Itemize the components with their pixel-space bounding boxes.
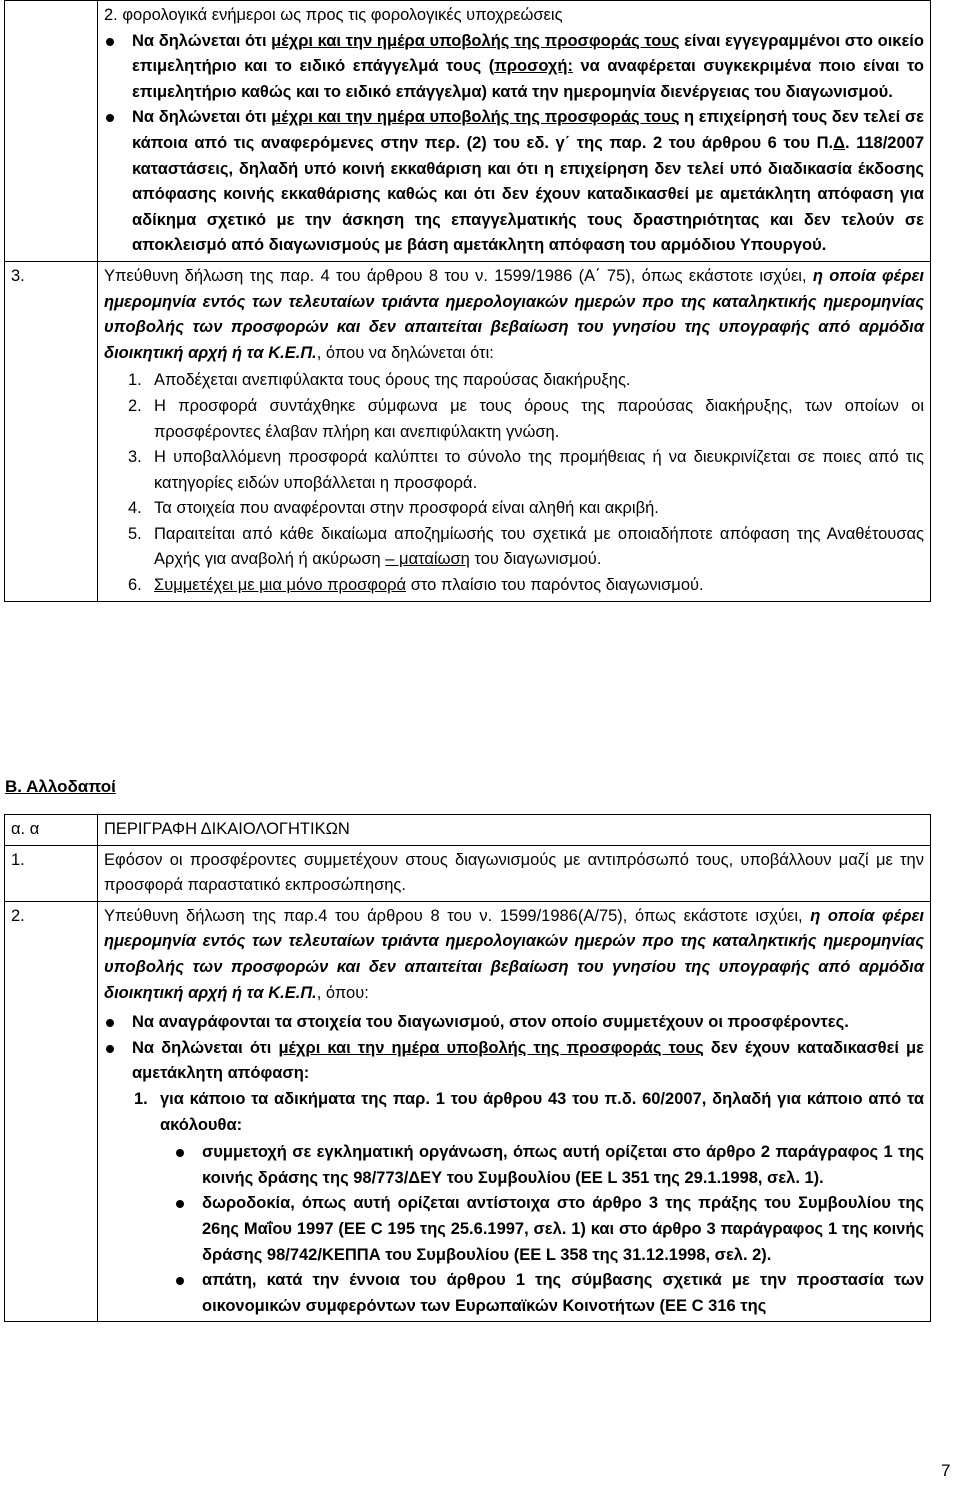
bullet-icon — [106, 1019, 114, 1027]
row-content-cell — [98, 261, 931, 601]
bullet-icon — [106, 38, 114, 46]
row-number-cell: 1. — [5, 845, 98, 901]
list-item: συμμετοχή σε εγκληματική οργάνωση, όπως αυτή ορίζεται στο άρθρο 2 παράγραφος 1 της κοινής δράσης της 98/773/ΔΕΥ του Συμβουλίου (ΕΕ L 351 της 29.1.1998, σελ. 1). — [174, 1140, 924, 1191]
bullet-icon — [106, 1045, 114, 1053]
requirements-table-greek — [4, 0, 931, 602]
list-item: 1. για κάποιο τα αδικήματα της παρ. 1 του άρθρου 43 του π.δ. 60/2007, δηλαδή για κάποιο από τα ακόλουθα: συμμετοχή σε εγκληματική οργάνωση, όπως αυτή ορίζεται στο άρθρο 2 παράγραφος 1 της κοινής δράσης της 98/773/ΔΕΥ του Συμβουλίου (ΕΕ L 351 της 29.1.1998, σελ. 1). δωροδοκία, όπως αυτή ορίζεται αντίστοιχα στο άρθρο 3 της πράξης του Συμβουλίου της 26ης Μαΐου 1997 (ΕΕ C 195 της 25.6.1997, σελ. 1) και στο άρθρο 3 παράγραφος 1 της κοινής δράσης 98/742/ΚΕΠΠΑ του Συμβουλίου (ΕΕ L 358 της 31.12.1998, σελ. 2). απάτη, κατά την έννοια του άρθρου 1 της σύμβασης σχετικά με την προστασία των οικονομικών συμφερόντων των Ευρωπαϊκών Κοινοτήτων (ΕΕ C 316 της — [134, 1087, 924, 1319]
row-content-cell — [98, 1, 931, 262]
list-item: Να δηλώνεται ότι μέχρι και την ημέρα υποβολής της προσφοράς τους είναι εγγεγραμμένοι στο οικείο επιμελητήριο και το ειδικό επάγγελμά τους (προσοχή: να αναφέρεται συγκεκριμένα ποιο είναι το επιμελητήριο καθώς και το ειδικό επάγγελμα) κατά την ημερομηνία διενέργειας του διαγωνισμού. — [104, 29, 924, 106]
list-item: 1. Αποδέχεται ανεπιφύλακτα τους όρους της παρούσας διακήρυξης. — [128, 371, 631, 390]
column-header-description: ΠΕΡΙΓΡΑΦΗ ΔΙΚΑΙΟΛΟΓΗΤΙΚΩΝ — [98, 815, 931, 846]
numbered-list — [128, 368, 924, 598]
requirements-table-foreign — [4, 814, 931, 1322]
table-header-row — [5, 815, 931, 846]
page-number: 7 — [941, 1461, 951, 1480]
declaration-paragraph: Υπεύθυνη δήλωση της παρ.4 του άρθρου 8 του ν. 1599/1986(Α/75), όπως εκάστοτε ισχύει, η οποία φέρει ημερομηνία εντός των τελευταίων τριάντα ημερολογιακών ημερών προ της καταληκτικής ημερομηνίας υποβολής των προσφορών και δεν απαιτείται βεβαίωση του γνησίου της υπογραφής από αρμόδια διοικητική αρχή ή τα Κ.Ε.Π., όπου: — [104, 906, 924, 1002]
column-header-number: α. α — [5, 815, 98, 846]
row-number-cell: 3. — [5, 261, 98, 601]
list-item: 2. φορολογικά ενήμεροι ως προς τις φορολογικές υποχρεώσεις — [104, 6, 563, 24]
list-item: απάτη, κατά την έννοια του άρθρου 1 της σύμβασης σχετικά με την προστασία των οικονομικών συμφερόντων των Ευρωπαϊκών Κοινοτήτων (ΕΕ C 316 της — [174, 1268, 924, 1319]
list-item: Να αναγράφονται τα στοιχεία του διαγωνισμού, στον οποίο συμμετέχουν οι προσφέροντες. — [104, 1010, 924, 1036]
numbered-list — [134, 1087, 924, 1319]
list-item: 6. Συμμετέχει με μια μόνο προσφορά στο πλαίσιο του παρόντος διαγωνισμού. — [128, 576, 704, 595]
table-row — [5, 261, 931, 601]
list-item: 5. Παραιτείται από κάθε δικαίωμα αποζημίωσής του σχετικά με οποιαδήποτε απόφαση της Αναθέτουσας Αρχής για αναβολή ή ακύρωση – ματαίωση του διαγωνισμού. — [128, 524, 924, 569]
bullet-icon — [176, 1277, 184, 1285]
bullet-icon — [176, 1149, 184, 1157]
table-row — [5, 1, 931, 262]
row-number-cell: 2. — [5, 901, 98, 1322]
declaration-paragraph: Υπεύθυνη δήλωση της παρ. 4 του άρθρου 8 του ν. 1599/1986 (Α΄ 75), όπως εκάστοτε ισχύει, η οποία φέρει ημερομηνία εντός των τελευταίων τριάντα ημερολογιακών ημερών προ της καταληκτικής ημερομηνίας υποβολής των προσφορών και δεν απαιτείται βεβαίωση του γνησίου της υπογραφής από αρμόδια διοικητική αρχή ή τα Κ.Ε.Π., όπου να δηλώνεται ότι: — [104, 266, 924, 362]
row-number-cell — [5, 1, 98, 262]
sub-bullet-list — [174, 1140, 924, 1319]
bullet-icon — [106, 114, 114, 122]
row-content-cell — [98, 901, 931, 1322]
row-content-cell: Εφόσον οι προσφέροντες συμμετέχουν στους διαγωνισμούς με αντιπρόσωπό τους, υποβάλλουν μαζί με την προσφορά παραστατικό εκπροσώπησης. — [98, 845, 931, 901]
table-row — [5, 845, 931, 901]
list-item: 4. Τα στοιχεία που αναφέρονται στην προσφορά είναι αληθή και ακριβή. — [128, 499, 659, 518]
table-row — [5, 901, 931, 1322]
bullet-list — [104, 1010, 924, 1319]
list-item: Να δηλώνεται ότι μέχρι και την ημέρα υποβολής της προσφοράς τους η επιχείρησή τους δεν τελεί σε κάποια από τις αναφερόμενες στην περ. (2) του εδ. γ΄ της παρ. 2 του άρθρου 6 του Π.Δ. 118/2007 καταστάσεις, δηλαδή υπό κοινή εκκαθάριση και ότι η επιχείρηση δεν τελεί υπό διαδικασία έκδοσης απόφασης κοινής εκκαθάρισης καθώς και ότι δεν έχουν καταδικασθεί με αμετάκλητη απόφαση για αδίκημα σχετικό με την άσκηση της επαγγελματικής τους δραστηριότητας και δεν τελούν σε αποκλεισμό από διαγωνισμούς με βάση αμετάκλητη απόφαση του αρμόδιου Υπουργού. — [104, 105, 924, 259]
list-item: δωροδοκία, όπως αυτή ορίζεται αντίστοιχα στο άρθρο 3 της πράξης του Συμβουλίου της 26ης Μαΐου 1997 (ΕΕ C 195 της 25.6.1997, σελ. 1) και στο άρθρο 3 παράγραφος 1 της κοινής δράσης 98/742/ΚΕΠΠΑ του Συμβουλίου (ΕΕ L 358 της 31.12.1998, σελ. 2). — [174, 1191, 924, 1268]
list-item: 3. Η υποβαλλόμενη προσφορά καλύπτει το σύνολο της προμήθειας ή να διευκρινίζεται σε ποιες από τις κατηγορίες ειδών υποβάλλεται η προσφορά. — [128, 448, 924, 492]
list-item: 2. Η προσφορά συντάχθηκε σύμφωνα με τους όρους της παρούσας διακήρυξης, των οποίων οι προσφέροντες έλαβαν πλήρη και ανεπιφύλακτη γνώση. — [128, 396, 924, 441]
list-item: Να δηλώνεται ότι μέχρι και την ημέρα υποβολής της προσφοράς τους δεν έχουν καταδικασθεί με αμετάκλητη απόφαση: 1. για κάποιο τα αδικήματα της παρ. 1 του άρθρου 43 του π.δ. 60/2007, δηλαδή για κάποιο από τα ακόλουθα: συμμετοχή σε εγκληματική οργάνωση, όπως αυτή ορίζεται στο άρθρο 2 παράγραφος 1 της κοινής δράσης της 98/773/ΔΕΥ του Συμβουλίου (ΕΕ L 351 της 29.1.1998, σελ. 1). δωροδοκία, όπως αυτή ορίζεται αντίστοιχα στο άρθρο 3 της πράξης του Συμβουλίου της 26ης Μαΐου 1997 (ΕΕ C 195 της 25.6.1997, σελ. 1) και στο άρθρο 3 παράγραφος 1 της κοινής δράσης 98/742/ΚΕΠΠΑ του Συμβουλίου (ΕΕ L 358 της 31.12.1998, σελ. 2). απάτη, κατά την έννοια του άρθρου 1 της σύμβασης σχετικά με την προστασία των οικονομικών συμφερόντων των Ευρωπαϊκών Κοινοτήτων (ΕΕ C 316 της — [104, 1036, 924, 1320]
bullet-icon — [176, 1200, 184, 1208]
bullet-list — [104, 29, 924, 259]
section-heading: Β. Αλλοδαποί — [5, 777, 116, 796]
